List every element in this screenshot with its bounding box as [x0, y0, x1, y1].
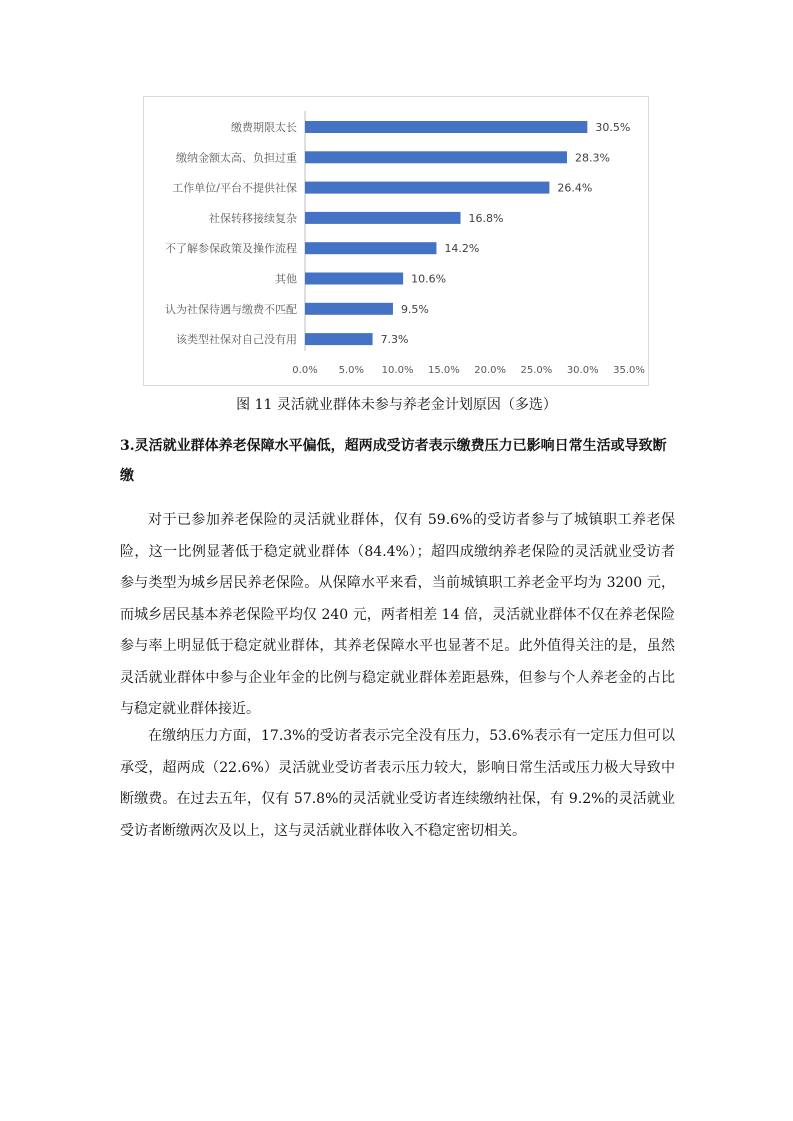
bar	[305, 151, 567, 163]
bar	[305, 303, 393, 315]
value-label: 30.5%	[595, 121, 631, 134]
x-tick-label: 20.0%	[474, 365, 507, 376]
x-tick-label: 0.0%	[292, 365, 318, 376]
bar	[305, 333, 373, 345]
bar	[305, 242, 436, 254]
category-label: 认为社保待遇与缴费不匹配	[165, 302, 297, 316]
value-label: 10.6%	[411, 272, 447, 286]
figure-caption: 图 11 灵活就业群体未参与养老金计划原因（多选）	[236, 397, 557, 413]
category-label: 其他	[275, 272, 297, 286]
category-label: 缴费期限太长	[231, 121, 297, 134]
bar	[305, 273, 403, 285]
bar-chart	[144, 97, 650, 387]
paragraph-2: 在缴纳压力方面，17.3%的受访者表示完全没有压力，53.6%表示有一定压力但可以承受，超两成（22.6%）灵活就业受访者表示压力较大，影响日常生活或压力极大导致中断缴费。在过去五年，仅有 57.8%的灵活就业受访者连续缴纳社保，有 9.2%的灵活就业受访者断缴两次及以上，这与灵活就业群体收入不稳定密切相关。	[120, 728, 675, 839]
category-label: 该类型社保对自己没有用	[176, 333, 297, 347]
section-heading: 3.灵活就业群体养老保障水平偏低，超两成受访者表示缴费压力已影响日常生活或导致断缴	[120, 438, 667, 484]
bar-chart-frame	[143, 96, 649, 386]
category-label: 不了解参保政策及操作流程	[165, 242, 297, 256]
value-label: 14.2%	[444, 242, 480, 256]
category-label: 工作单位/平台不提供社保	[172, 181, 297, 195]
value-label: 26.4%	[557, 181, 593, 195]
x-tick-label: 35.0%	[613, 365, 645, 376]
value-label: 9.5%	[400, 302, 429, 316]
x-tick-label: 25.0%	[520, 365, 553, 376]
bar	[305, 182, 549, 194]
bar	[305, 121, 587, 133]
category-label: 缴纳金额太高、负担过重	[176, 151, 297, 165]
x-tick-label: 15.0%	[427, 365, 460, 376]
category-label: 社保转移接续复杂	[209, 211, 297, 225]
value-label: 7.3%	[380, 333, 409, 347]
value-label: 16.8%	[468, 211, 504, 225]
bar	[305, 212, 461, 224]
x-tick-label: 10.0%	[381, 365, 414, 376]
x-tick-label: 5.0%	[338, 365, 364, 376]
paragraph-1: 对于已参加养老保险的灵活就业群体，仅有 59.6%的受访者参与了城镇职工养老保险，这一比例显著低于稳定就业群体（84.4%）；超四成缴纳养老保险的灵活就业受访者参与类型为城乡居民养老保险。从保障水平来看，当前城镇职工养老金平均为 3200 元，而城乡居民基本养老保险平均仅 240 元，两者相差 14 倍，灵活就业群体不仅在养老保险参与率上明显低于稳定就业群体，其养老保障水平也显著不足。此外值得关注的是，虽然灵活就业群体中参与企业年金的比例与稳定就业群体差距悬殊，但参与个人养老金的占比与稳定就业群体接近。	[120, 512, 675, 717]
x-tick-label: 30.0%	[566, 365, 599, 376]
value-label: 28.3%	[574, 151, 610, 165]
